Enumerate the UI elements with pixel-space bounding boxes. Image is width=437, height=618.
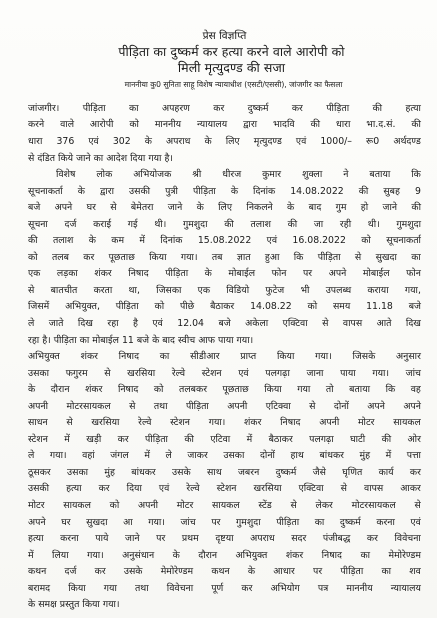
body-line: हत्या करना पाये जाने पर प्रथम दृष्टया अपराध सदर पंजीबद्ध कर विवेचना — [28, 533, 421, 545]
body-line: के समक्ष प्रस्तुत किया गया। — [28, 599, 120, 611]
body-line: मोटर सायकल को अपनी मोटर सायकल स्टेंड से लेकर मोटरसायकल से — [28, 499, 421, 511]
court-subtitle: माननीया कु0 सुनिता साहू विशेष न्यायाधीश (एसटी/एससी), जांजगीर का फैसला — [124, 80, 343, 90]
body-line: विशेष लोक अभियोजक श्री धीरज कुमार शुक्ला ने बताया कि — [56, 169, 421, 181]
body-line: सूचना दर्ज कराई गई थी। गुमशुदा की तलाश की जा रही थी। गुमशुदा — [28, 218, 421, 230]
body-line: साधन से खरसिया रेल्वे स्टेशन गया। शंकर निषाद अपनी मोटर सायकल — [28, 417, 421, 429]
body-line: बरामद किया गया तथा विवेचना पूर्ण कर अभियोग पत्र माननीय न्यायालय — [28, 582, 421, 594]
press-release-body — [28, 101, 421, 614]
headline-line-2: मिली मृत्युदण्ड की सजा — [177, 59, 286, 75]
body-line: कथन दर्ज कर उसके मेमोरेण्डम कथन के आधार पर पीड़िता का शव — [28, 566, 421, 578]
body-line: स्टेशन में खड़ी कर पीड़िता की एटिवा में बैठाकर पलगढ़ा घाटी की ओर — [28, 433, 421, 445]
body-line: ले जाते दिख रहा है एवं 12.04 बजे अकेला एक्टिवा से वापस आते दिख — [28, 317, 421, 329]
body-line: रहा है। पीड़िता का मोबाईल 11 बजे के बाद स्वीच आफ पाया गया। — [28, 334, 254, 346]
body-line: में लिया गया। अनुसंधान के दौरान अभियुक्त शंकर निषाद का मेमोरेण्डम — [28, 549, 421, 561]
body-line: को तलब कर पूछताछ किया गया। तब ज्ञात हुआ कि पीड़िता से सुखदा का — [28, 251, 421, 263]
body-line: अभियुक्त शंकर निषाद का सीडीआर प्राप्त किया गया। जिसके अनुसार — [28, 351, 421, 363]
body-line: उसका फगुरम से खरसिया रेल्वे स्टेशन एवं पलगढ़ा जाना पाया गया। जांच — [28, 367, 421, 379]
body-line: अपने घर सुखदा आ गया। जांच पर गुमशुदा पीड़िता का दुष्कर्म करना एवं — [28, 516, 421, 528]
body-line: के दौरान शंकर निषाद को तलबकर पूछताछ किया गया तो बताया कि वह — [28, 384, 421, 396]
body-line: बजे अपने घर से बेमेतरा जाने के लिए निकलने के बाद गुम हो जाने की — [28, 202, 421, 214]
press-release-header — [28, 30, 421, 90]
body-line: एक लड़का शंकर निषाद पीड़िता के मोबाईल फोन पर अपने मोबाईल फोन — [28, 268, 421, 280]
body-line: सूचनाकर्ता के द्वारा उसकी पुत्री पीड़िता के दिनांक 14.08.2022 की सुबह 9 — [28, 185, 421, 197]
body-line: धारा 376 एवं 302 के अपराध के लिए मृत्युदण्ड एवं 1000/– रू0 अर्थदण्ड — [28, 135, 421, 147]
body-line: करने वाले आरोपी को माननीय न्यायालय द्वारा भादवि की धारा भा.द.सं. की — [28, 119, 421, 131]
body-line: ठूसकर उसका मुंह बांधकर उसके साथ जबरन दुष्कर्म जैसे घृणित कार्य कर — [28, 466, 421, 478]
body-line: की तलाश के कम में दिनांक 15.08.2022 एवं 16.08.2022 को सूचनाकर्ता — [28, 235, 421, 247]
body-line: से दंडित किये जाने का आदेश दिया गया है। — [28, 152, 173, 164]
body-line: जांजगीर। पीड़िता का अपहरण कर दुष्कर्म कर पीड़िता की हत्या — [28, 102, 421, 114]
body-line: उसकी हत्या कर दिया एवं रेल्वे स्टेशन खरसिया एक्टिवा से वापस आकर — [28, 483, 421, 495]
body-line: जिसमें अभियुक्त, पीड़िता को पीछे बैठाकर 14.08.22 को समय 11.18 बजे — [28, 301, 421, 313]
press-release-label: प्रेस विज्ञप्ति — [202, 30, 247, 42]
body-line: अपनी मोटरसायकल से तथा पीड़िता अपनी एटिक्वा से दोनों अपने अपने — [28, 400, 421, 412]
body-line: से बातचीत करता था, जिसका एक विडियो फुटेज भी उपलब्ध कराया गया, — [28, 284, 421, 296]
body-line: ले गया। वहां जंगल में ले जाकर उसका दोनों हाथ बांधकर मुंह में पत्ता — [28, 450, 421, 462]
headline-line-1: पीड़िता का दुष्कर्म कर हत्या करने वाले आरोपी को — [118, 44, 345, 60]
